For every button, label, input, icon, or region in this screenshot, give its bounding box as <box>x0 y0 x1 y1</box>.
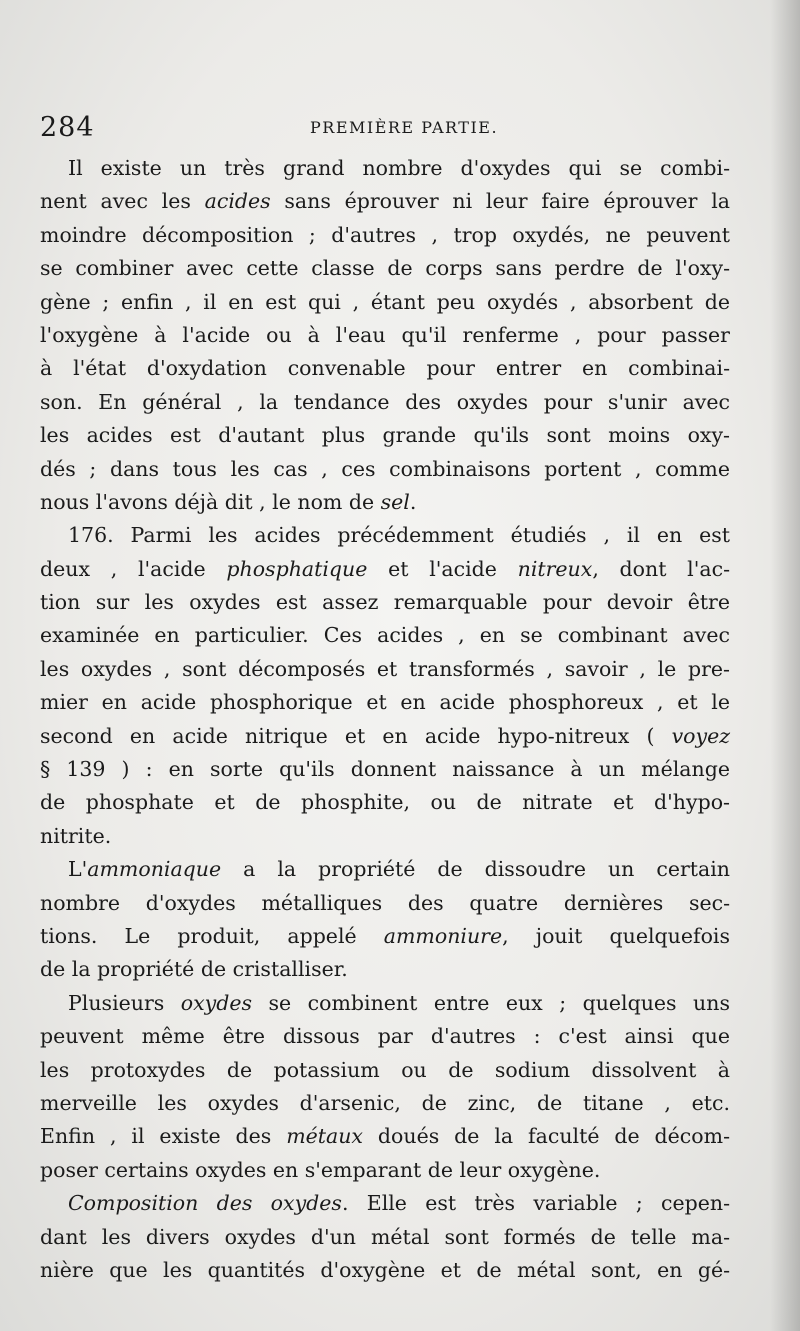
page-gutter-shadow <box>770 0 800 1331</box>
running-head: PREMIÈRE PARTIE. <box>310 118 499 137</box>
text-line: dant les divers oxydes d'un métal sont formés de telle ma- <box>40 1224 730 1249</box>
text-line: nière que les quantités d'oxygène et de métal sont, en gé- <box>40 1257 730 1282</box>
text-line: Plusieurs oxydes se combinent entre eux ; quelques uns <box>68 990 730 1015</box>
text-line: Enfin , il existe des métaux doués de la faculté de décom- <box>40 1124 730 1149</box>
text-line: nous l'avons déjà dit , le nom de sel. <box>40 489 417 514</box>
text-line: tion sur les oxydes est assez remarquable pour devoir être <box>40 590 730 615</box>
text-line: moindre décomposition ; d'autres , trop oxydés, ne peuvent <box>40 222 730 247</box>
text-line: gène ; enfin , il en est qui , étant peu oxydés , absorbent de <box>40 289 730 314</box>
text-line: Composition des oxydes. Elle est très variable ; cepen- <box>68 1191 730 1216</box>
text-line: de la propriété de cristalliser. <box>40 957 348 982</box>
text-line: les oxydes , sont décomposés et transformés , savoir , le pre- <box>40 656 730 681</box>
text-line: second en acide nitrique et en acide hypo-nitreux ( voyez <box>40 723 730 748</box>
text-line: Il existe un très grand nombre d'oxydes qui se combi- <box>68 156 730 180</box>
text-line: à l'état d'oxydation convenable pour entrer en combinai- <box>40 356 730 381</box>
text-line: nombre d'oxydes métalliques des quatre dernières sec- <box>40 890 730 915</box>
text-line: examinée en particulier. Ces acides , en se combinant avec <box>40 623 730 648</box>
text-line: dés ; dans tous les cas , ces combinaisons portent , comme <box>40 456 730 481</box>
text-line: merveille les oxydes d'arsenic, de zinc, de titane , etc. <box>40 1090 730 1115</box>
text-line: mier en acide phosphorique et en acide phosphoreux , et le <box>40 690 730 715</box>
text-line: 176. Parmi les acides précédemment étudiés , il en est <box>68 523 730 548</box>
text-line: peuvent même être dissous par d'autres : c'est ainsi que <box>40 1024 730 1049</box>
text-line: deux , l'acide phosphatique et l'acide nitreux, dont l'ac- <box>40 556 731 581</box>
page-header <box>40 112 740 144</box>
text-line: nent avec les acides sans éprouver ni leur faire éprouver la <box>40 189 730 214</box>
text-line: se combiner avec cette classe de corps sans perdre de l'oxy- <box>40 256 730 281</box>
text-line: poser certains oxydes en s'emparant de leur oxygène. <box>40 1157 601 1182</box>
text-line: les acides est d'autant plus grande qu'ils sont moins oxy- <box>40 423 730 448</box>
page-number: 284 <box>40 112 95 143</box>
text-line: les protoxydes de potassium ou de sodium dissolvent à <box>40 1057 730 1082</box>
text-line: § 139 ) : en sorte qu'ils donnent naissance à un mélange <box>40 757 730 782</box>
text-line: tions. Le produit, appelé ammoniure, jouit quelquefois <box>40 923 730 948</box>
text-line: de phosphate et de phosphite, ou de nitrate et d'hypo- <box>40 790 730 815</box>
body-text <box>40 152 730 1287</box>
text-line: nitrite. <box>40 823 112 848</box>
text-line: L'ammoniaque a la propriété de dissoudre un certain <box>68 857 730 882</box>
text-line: l'oxygène à l'acide ou à l'eau qu'il renferme , pour passer <box>40 322 730 347</box>
text-line: son. En général , la tendance des oxydes pour s'unir avec <box>40 389 730 414</box>
